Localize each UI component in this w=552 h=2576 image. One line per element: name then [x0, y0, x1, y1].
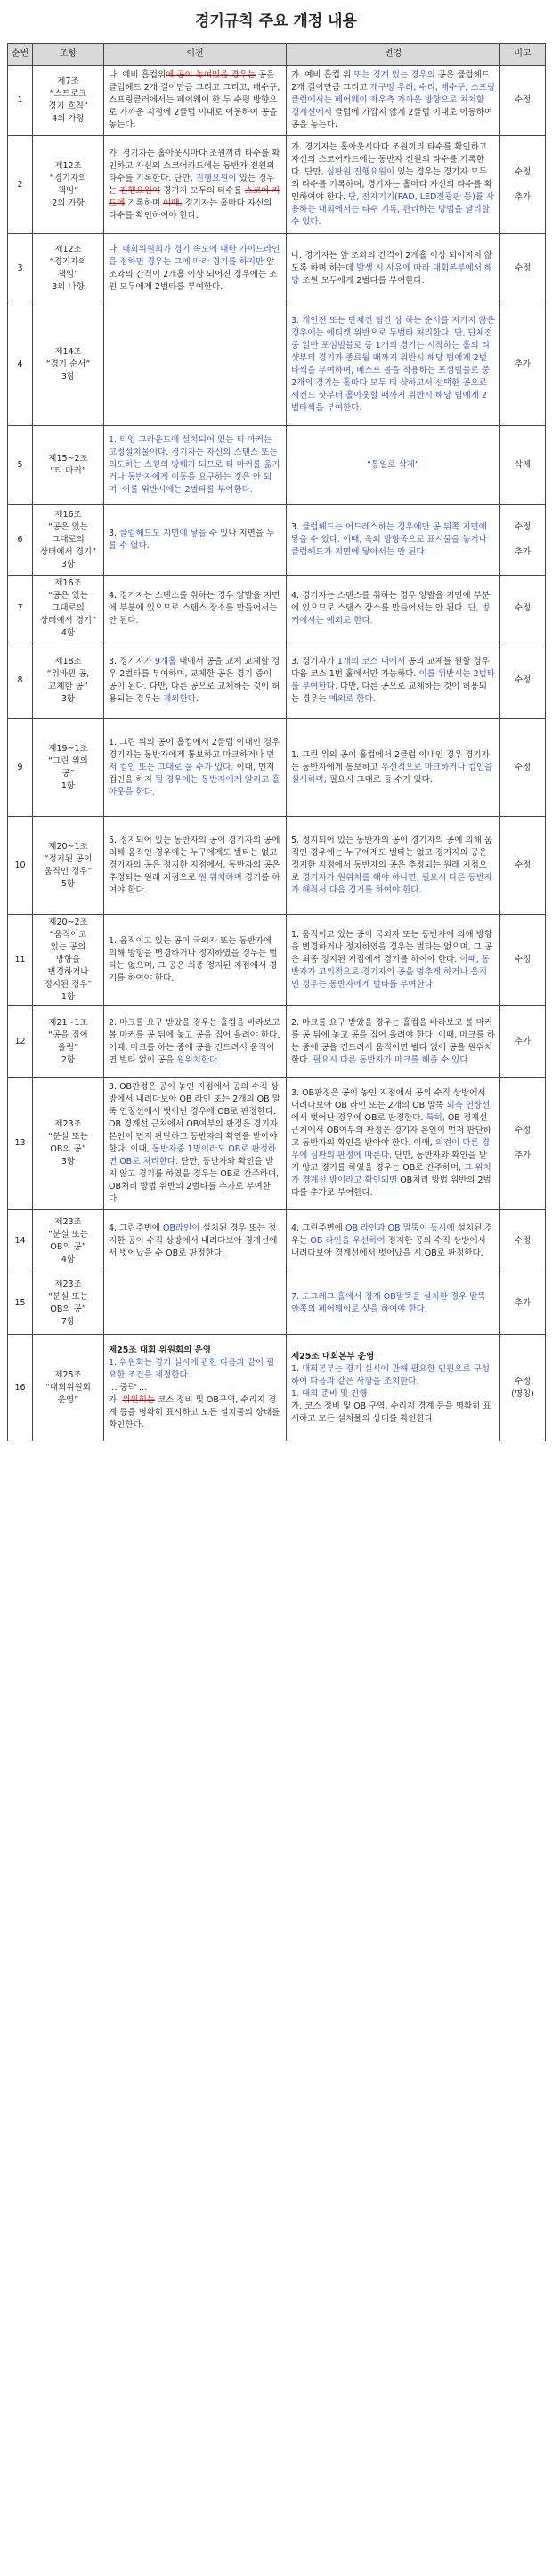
text-segment: 다만, 다른 공으로 교체하는 것이 허용되는 경우는 [291, 681, 487, 704]
article-line: 3항 [61, 559, 76, 569]
text-segment: 1개의 코스 내에서 [337, 656, 406, 666]
note-line: (명칭) [511, 1388, 534, 1399]
row-article [33, 915, 104, 1006]
row-article [33, 303, 104, 426]
text-segment: 누를 수 없다. [109, 528, 275, 551]
article-line: “공을 집어 [48, 1030, 88, 1040]
article-line: “공은 있는 [48, 521, 88, 532]
row-note [500, 1272, 546, 1335]
row-note [500, 136, 546, 234]
row-before [104, 1272, 287, 1335]
table-row [8, 426, 546, 505]
row-article [33, 642, 104, 719]
note-line: 수정 [514, 860, 532, 870]
row-article [33, 719, 104, 817]
row-after [287, 1078, 500, 1210]
row-article [33, 1006, 104, 1078]
note-line: 수정 [514, 95, 532, 105]
text-segment: OB 라인과 OB 말뚝이 동시에 [345, 1223, 455, 1233]
note-line: 추가 [514, 1151, 532, 1160]
row-article [33, 1210, 104, 1272]
row-before [104, 719, 287, 817]
article-line: 상태에서 경기” [39, 546, 96, 557]
text-segment: 우선적으로 마크하거나 컵인을 실시하며, [291, 762, 493, 785]
row-after [287, 817, 500, 915]
table-row [8, 1006, 546, 1078]
row-after [287, 1272, 500, 1335]
text-segment: 1. 대회 준비 및 진행 [291, 1388, 368, 1399]
article-line: 2의 가항 [52, 198, 85, 208]
text-segment: 나. 경기자는 앞 조와의 간격이 2개홀 이상 되어지지 않도록 하며 하는데 [291, 250, 492, 273]
row-after [287, 1210, 500, 1272]
note-line: 수정 [514, 603, 532, 613]
article-line: 4의 가항 [52, 114, 85, 124]
article-line: 교체한 공” [48, 681, 88, 691]
table-row [8, 1335, 546, 1441]
table-row [8, 1210, 546, 1272]
row-after [287, 719, 500, 817]
text-segment: 필요시 그대로 둘 수가 있다. [326, 774, 433, 785]
article-line: “경기 순서” [45, 359, 91, 369]
table-row [8, 817, 546, 915]
text-segment: 4. 그린주변에 [109, 1223, 163, 1233]
text-segment: 가. [109, 1394, 123, 1405]
article-line: 제18조 [54, 656, 82, 666]
row-before [104, 1210, 287, 1272]
article-line: 방향을 [55, 955, 81, 965]
article-line: 책임” [57, 269, 79, 279]
header-article: 조항 [33, 44, 104, 66]
text-segment: 단만, 동반자와 확인을 받지 않고 경기를 하였을 경우는 OB로 간주하며, [291, 1151, 487, 1173]
row-before [104, 66, 287, 136]
text-segment: 단만, 동반자와 확인을 받지 않고 경기를 하였을 경우는 OB로 간주하며, OB처리 방법 위반의 2벌타를 추가로 부여한다. [109, 1157, 280, 1204]
article-line: “정지된 공이 [44, 853, 93, 864]
text-segment: 그 위치가 경계선 밖이라고 확인되면 [291, 1163, 491, 1185]
row-number: 1 [8, 66, 33, 136]
row-before [104, 817, 287, 915]
article-line: 제20~1조 [48, 841, 88, 852]
text-segment: 개구멍 우려, 수리, 배수구, 스프링 클럽에서는 페어웨이 좌우측 가까운 방향으로 처치할 경계선에서 [291, 83, 495, 117]
text-segment: 7. 도그레그 홀에서 경계 OB말뚝을 설치한 경우 말뚝 안쪽의 페어웨이로 샷을 하여야 한다. [291, 1291, 486, 1314]
article-line: 3항 [61, 693, 76, 704]
article-line: 4항 [61, 1254, 76, 1264]
row-number: 2 [8, 136, 33, 234]
text-segment: 1. 대회본부는 경기 실시에 관해 필요한 인원으로 구성하여 다음과 같은 사항을 조치한다. [291, 1363, 490, 1386]
article-line: 상태에서 경기” [39, 616, 96, 626]
article-line: 제19~1조 [48, 743, 88, 754]
article-line: 2항 [61, 1054, 76, 1065]
row-after [287, 505, 500, 576]
row-note [500, 505, 546, 576]
article-line: 제16조 [54, 578, 82, 588]
row-note [500, 1078, 546, 1210]
article-line: “티 마커” [50, 465, 86, 476]
text-segment: 공의 교체를 원할 경우 다음 코스 1번 홀에서만 가능하다. [291, 656, 490, 679]
article-line: “대회위원회 [45, 1382, 91, 1393]
text-segment: 앞 조와의 간격이 2개홀 이상 되어진 경우에는 조원 모두에게 2벌타를 부여한다. [109, 256, 278, 292]
row-number: 5 [8, 426, 33, 505]
row-article [33, 576, 104, 642]
text-segment: 가. 코스 정비 및 OB 구역, 수리지 경계 등을 명확히 표시하고 모든 설치물의 상태를 확인한다. [291, 1401, 491, 1424]
row-article [33, 426, 104, 505]
text-segment: 클럽헤드도 지면에 닿을 수 있 [119, 528, 229, 538]
row-before [104, 642, 287, 719]
row-article [33, 66, 104, 136]
text-segment: 경기자가 원위치를 해야 하나면, 필요시 다른 동반자가 해줘서 다음 경기를 하여야 한다. [291, 872, 493, 895]
text-segment: 원 위치하며 [198, 872, 242, 883]
text-segment: 단, 벙커에서는 예외로 한다. [291, 603, 490, 626]
note-line: 수정 [514, 1126, 532, 1135]
article-line: “그린 위의 [48, 755, 88, 766]
text-segment: 될 경우에는 동반자에게 알리고 홀아웃을 한다. [109, 774, 280, 797]
text-segment: OB 경계선 근처에서 OB여부의 판정은 경기자 본인이 먼저 판단하고 동반자의 확인을 받아야 한다. 이때, [291, 1113, 491, 1148]
text-segment: 1. 티잉 그라운드에 설치되어 있는 티 마커는 고정설치물이다. 경기자는 자신의 스탠스 또는 의도하는 스윙의 방해가 되므로 티 마커를 옮기거나 동반자에게 이동을 요구하는 것은 안 되며, 이를 위반시에는 2벌타를 부여한다. [109, 434, 280, 495]
row-after [287, 642, 500, 719]
note-line: 추가 [514, 546, 532, 557]
text-segment: 진행요원이 [119, 185, 161, 196]
row-after [287, 303, 500, 426]
text-segment: 가. 예비 흡컵 위 [291, 70, 354, 80]
row-number: 12 [8, 1006, 33, 1078]
article-line: 1항 [61, 992, 76, 1002]
article-line: 제14조 [54, 346, 82, 357]
text-segment: 2. 마크를 요구 받았을 경우는 홀컵을 바라보고 볼 마커를 공 뒤에 놓고 공을 집어 올려야 한다. 이때, 마크를 하는 중에 공을 건드려서 움직이면 벌타 없이 공을 원위치한다. [291, 1017, 495, 1065]
table-row [8, 1272, 546, 1335]
text-segment: 정지한 공의 수직 상방에서 내려다보아 경계선에서 벗어났을 시 OB로 판정한다. [291, 1235, 486, 1258]
text-segment: 경기자는 홀마다 자신의 타수를 확인하여야 한다. [109, 198, 272, 221]
text-segment: 가. 경기자는 홀아웃시마다 조원끼리 타수를 확인하고 자신의 스코어카드에는 동반자 전원의 타수를 기록한다. 단만, [109, 148, 280, 183]
article-line: 제15~2조 [48, 453, 88, 464]
article-line: 경기 흐칙” [48, 101, 88, 111]
article-line: 제12조 [54, 160, 82, 171]
article-line: OB의 공” [50, 1144, 86, 1154]
text-segment: 9개홀 [154, 656, 177, 666]
note-line: 추가 [514, 1036, 532, 1046]
article-line: “스트로크 [49, 89, 87, 99]
article-line: 제25조 [54, 1369, 82, 1380]
text-segment: 3. OB판정은 공이 놓인 지점에서 공의 수직 상방에서 내려다보아 OB 라인 또는 2개의 OB 말뚝 연장선에서 벗어난 경우에 OB로 판정한다. OB 경계선 근처에서 OB여부의 판정은 경기자 본인이 먼저 판단하고 동반자의 확인을 받아야 한다. 이때, [109, 1082, 280, 1154]
text-segment: 3. [109, 528, 120, 538]
row-after [287, 136, 500, 234]
row-after [287, 576, 500, 642]
article-line: 그대로의 [52, 534, 85, 545]
row-note [500, 719, 546, 817]
row-before [104, 426, 287, 505]
article-line: “위바뀐 공, [46, 668, 90, 679]
row-before [104, 1078, 287, 1210]
text-segment: 나. [109, 244, 123, 254]
text-segment: 있는 경우는 경기자 모두의 타수를 기록하며, 경기자는 홀마다 자신의 타수를 확인하여야 한다. [291, 166, 493, 202]
row-after [287, 1335, 500, 1441]
row-before [104, 303, 287, 426]
article-line: 있는 공의 [50, 942, 86, 952]
text-segment: 공을 클럽헤드 2개 길이만큼 그리고 그리고, 배수구, 스프링클러에서는 페어웨이 한 두 수평 방향으로 가까운 지점에 2클럽 이내로 이동하여 공을 놓는다. [109, 70, 280, 130]
article-line: OB의 공” [50, 1304, 86, 1314]
text-segment: 발생 시 사유에 따라 대회본부에서 해당 [291, 262, 493, 286]
text-segment: 위원회는 [122, 1394, 155, 1405]
row-number: 3 [8, 234, 33, 303]
article-line: 제7조 [57, 77, 79, 86]
row-after [287, 915, 500, 1006]
row-note [500, 66, 546, 136]
note-line: 수정 [514, 521, 532, 532]
text-segment: 3. OB판정은 공이 놓인 지점에서 공의 수직 상방에서 내려다보아 OB 라인 또는 2개의 OB 말뚝 [291, 1088, 486, 1110]
table-row [8, 915, 546, 1006]
article-line: 제20~2조 [48, 917, 88, 927]
row-note [500, 642, 546, 719]
table-row [8, 1078, 546, 1210]
text-segment: 클럽에 가깝지 않게 2클럽 이내로 이동하여 공을 놓는다. [291, 108, 493, 130]
text-segment: 단, 전자기기(PAD, LED전광판 등)를 사용하는 대회에서는 타수 기록, 관리하는 방법을 달리할 수 있다. [291, 191, 495, 227]
text-segment: 나 지면을 [228, 528, 267, 538]
row-number: 10 [8, 817, 33, 915]
text-segment: 이때, 동반자가 고의적으로 경기자의 공을 멈추게 하거나 움직인 경우는 동반자에게 벌타를 부여한다. [291, 955, 490, 989]
table-row [8, 642, 546, 719]
text-segment: 심판원 진행요원이 [326, 166, 395, 177]
text-segment: 3. 경기자가 [291, 656, 337, 666]
note-line: 추가 [514, 359, 532, 369]
text-segment: 조원 모두에게 2벌타를 부여한다. [299, 275, 425, 286]
article-line: “공은 있는 [48, 591, 88, 601]
text-segment: 경기자 모두의 타수를 [160, 185, 245, 196]
row-note [500, 234, 546, 303]
note-line: 수정 [514, 262, 532, 273]
text-segment: 공은 클럽헤드 2개 길이만큼 그리고 [291, 70, 490, 93]
row-article [33, 1335, 104, 1441]
text-segment: 5. 정지되어 있는 동반자의 공이 경기자의 공에 의해 움직인 경우에는 누구에게도 벌타는 없고 경기자의 공은 정지한 지점에서 동반자의 공은 추정되는 원래 지점으로 [291, 835, 492, 883]
row-note [500, 426, 546, 505]
text-segment: 이때, [163, 198, 183, 208]
article-line: “경기자의 [49, 256, 87, 267]
row-after [287, 66, 500, 136]
row-number: 7 [8, 576, 33, 642]
row-before [104, 576, 287, 642]
row-before [104, 234, 287, 303]
text-segment: OB라인이 [163, 1223, 200, 1233]
article-line: “경기자의 [49, 173, 87, 183]
text-segment: 특히, [426, 1113, 445, 1123]
text-segment: 제25조 대회본부 운영 [291, 1351, 375, 1361]
table-row [8, 303, 546, 426]
row-article [33, 234, 104, 303]
row-number: 8 [8, 642, 33, 719]
table-row [8, 136, 546, 234]
note-line: 수정 [514, 674, 532, 685]
table-row [8, 505, 546, 576]
row-before [104, 136, 287, 234]
text-segment: 또는 경계 있는 경우의 [353, 70, 435, 80]
row-number: 15 [8, 1272, 33, 1335]
text-segment: 설치된 경우는 [291, 1223, 493, 1246]
note-line: 추가 [514, 1297, 532, 1308]
row-article [33, 505, 104, 576]
text-segment: 4. 경기자는 스탠스를 취하는 경우 양발을 지면에 부분에 있으므로 스탠스 장소를 만들어서는 안 된다. [291, 591, 490, 613]
row-after [287, 426, 500, 505]
row-before [104, 1006, 287, 1078]
row-number: 14 [8, 1210, 33, 1272]
text-segment: 의견이 다른 경우에 심판의 판정에 따른다. [291, 1138, 490, 1160]
row-note [500, 1335, 546, 1441]
page-title: 경기규칙 주요 개정 내용 [195, 12, 357, 30]
article-line: 4항 [61, 628, 76, 638]
article-line: 운영” [57, 1394, 79, 1405]
article-line: 책임” [57, 185, 79, 196]
table-header [8, 44, 546, 66]
text-segment: OB 라인을 우선하여 [310, 1235, 386, 1246]
text-segment: 외측 연장선 [446, 1101, 491, 1110]
text-segment: 원위치한다. [176, 1054, 221, 1065]
note-line: 수정 [514, 1376, 532, 1386]
note-line: 삭제 [514, 459, 532, 470]
article-line: “움직이고 [49, 930, 87, 940]
row-number: 6 [8, 505, 33, 576]
header-before: 이전 [104, 44, 287, 66]
revision-table [7, 43, 546, 1441]
text-segment: 있는 경우는 [109, 173, 275, 196]
text-segment: 1. 움직이고 있는 공이 국외자 또는 동반자에 의해 방향을 변경하거나 정지하였을 경우는 벌타는 없으며, 그 공은 최종 정지된 지점에서 경기를 하여야 한다. [109, 936, 278, 983]
text-segment: 클럽헤드는 어드레스하는 경우에만 공 뒤쪽 지면에 닿을 수 있다. 이때, 옥외 방향족으로 표시물을 놓거나 클럽헤드가 지면에 닿아서는 안 된다. [291, 521, 487, 557]
article-line: 그대로의 [52, 603, 85, 613]
text-segment: 2. 마크를 요구 받았을 경우는 홀컵을 바라보고 볼 마커를 공 뒤에 놓고 공을 집어 올려야 한다. 이때, 마크를 하는 중에 공을 건드려서 움직이면 벌타 없이 공을 [109, 1017, 280, 1065]
row-note [500, 303, 546, 426]
text-segment: 스코어 카드에 [109, 185, 280, 208]
text-segment: 경기를 하여야 한다. [109, 872, 280, 895]
article-line: 제16조 [54, 509, 82, 520]
row-article [33, 1272, 104, 1335]
text-segment: 제25조 대회 위원회의 운영 [109, 1345, 211, 1355]
article-line: “분실 또는 [48, 1291, 88, 1302]
article-line: 공” [61, 768, 75, 779]
header-note: 비고 [500, 44, 546, 66]
text-segment: 4. 경기자는 스탠스를 취하는 경우 양발을 지면에 부분에 있으므로 스탠스 장소를 만들어서는 안 된다. [109, 591, 280, 626]
row-article [33, 136, 104, 234]
row-number: 4 [8, 303, 33, 426]
row-article [33, 817, 104, 915]
row-number: 16 [8, 1335, 33, 1441]
table-row [8, 234, 546, 303]
text-segment: 나. 예비 흡컵위 [109, 70, 166, 80]
article-line: 3항 [61, 1157, 76, 1167]
text-segment: 에 공이 놓여있을 경우는 [166, 70, 256, 80]
table-row [8, 719, 546, 817]
row-after [287, 1006, 500, 1078]
note-line: 수정 [514, 166, 532, 177]
row-article [33, 1078, 104, 1210]
note-line: 수정 [514, 955, 532, 965]
text-segment: 5. 정지되어 있는 동반자의 공이 경기자의 공에 의해 움직인 경우에는 누구에게도 벌타는 없고 경기자의 공은 정지한 지점에서, 동반자의 공은 추정되는 원래 지점으로 [109, 835, 280, 883]
text-segment: 3. 경기자가 [109, 656, 155, 666]
article-line: 변경하거나 [47, 967, 89, 977]
row-note [500, 817, 546, 915]
row-number: 11 [8, 915, 33, 1006]
text-segment: 이때, 먼저 컵인을 하지 [109, 762, 275, 785]
article-line: “분실 또는 [48, 1229, 88, 1240]
article-line: 움직인 경우” [44, 866, 93, 876]
text-segment: 필요시 다른 동반자가 마크를 해줄 수 있다. [313, 1054, 471, 1065]
text-segment: 1. 그린 위의 공이 홀컵에서 2클럽 이내인 경우 경기자는 동반자에게 통보하고 [291, 749, 490, 772]
article-line: 3항 [61, 371, 76, 382]
text-segment: 제외한다. [163, 693, 199, 704]
article-line: 제21~1조 [48, 1017, 88, 1028]
table-row [8, 576, 546, 642]
text-segment: 1. 움직이고 있는 공이 국외자 또는 동반자에 의해 방향을 변경하거나 정지하였을 경우는 벌타는 없으며, 그 공은 최종 정지된 지점에서 경기를 하여야 한다. [291, 930, 493, 965]
text-segment: 내에서 공을 교체 교체할 경우 2벌타를 부여하며, 교체한 공은 경기 중이 공이 된다. 다만, 다른 공으로 교체하는 것이 허용되는 경우는 [109, 656, 280, 704]
text-segment: 대회위원회가 경기 속도에 대한 가이드라인을 정하면 경우는 그에 따라 경기를 하지만 [109, 244, 280, 267]
row-number: 9 [8, 719, 33, 817]
row-before [104, 1335, 287, 1441]
article-line: “분실 또는 [48, 1132, 88, 1142]
table-row [8, 66, 546, 136]
text-segment: 에서 벗어난 경우에 OB로 판정한다. [291, 1113, 426, 1123]
header-num: 순번 [8, 44, 33, 66]
text-segment: 코스 정비 및 OB구역, 수리지 경계 등을 명확히 표시하고 모든 설치물의 상태를 확인한다. [109, 1394, 280, 1430]
article-line: OB의 공” [50, 1241, 86, 1252]
article-line: 제12조 [54, 244, 82, 254]
text-segment: 예외로 한다. [329, 693, 376, 704]
text-segment: 1. 위원회는 경기 실시에 관한 다음과 같이 필요한 조건을 제정한다. [109, 1357, 275, 1380]
note-line: 수정 [514, 1235, 532, 1246]
note-line: 추가 [514, 191, 532, 202]
article-line: 7항 [61, 1316, 76, 1327]
text-segment: “통일로 삭제” [367, 459, 419, 470]
text-segment: 설치된 경우 또는 정지한 공이 수직 상방에서 내려다보아 경계선에서 벗어났을 수 OB로 판정한다. [109, 1223, 278, 1258]
article-line: 제23조 [54, 1279, 82, 1289]
text-segment: OB처리 방법 위반의 2벌타를 추가로 부여한다. [291, 1175, 491, 1198]
text-segment: 4. 그린주변에 [291, 1223, 345, 1233]
row-before [104, 505, 287, 576]
row-note [500, 1006, 546, 1078]
text-segment: 이를 위반시는 2벌타를 부여한다. [291, 668, 495, 691]
article-line: 제23조 [54, 1216, 82, 1227]
text-segment: 3. [291, 521, 303, 532]
row-before [104, 915, 287, 1006]
article-line: 정지된 경우” [44, 980, 93, 989]
text-segment: 1. 그린 위의 공이 홀컵에서 2클럽 이내인 경우 경기자는 동반자에게 통보하고 마크하거나 [109, 737, 280, 760]
text-segment: 진행요원이 [195, 173, 237, 183]
header-after: 변경 [287, 44, 500, 66]
row-note [500, 576, 546, 642]
text-segment: … 중략 … [109, 1382, 148, 1393]
article-line: 3의 나항 [52, 281, 85, 292]
row-after [287, 234, 500, 303]
text-segment: 먼저 컵인 또는 그대로 둘 수가 있다. [109, 749, 275, 772]
text-segment: 가. 경기자는 홀아웃시마다 조원끼리 타수를 확인하고 자신의 스코어카드에는 동반자 전원의 타수를 기록한다. 단만, [291, 141, 488, 177]
text-segment: 기록하며 [125, 198, 164, 208]
article-line: 올림” [57, 1042, 79, 1053]
text-segment: 3. 개인전 또는 단체전 팀간 상 하는 순서를 지키지 않은 경우에는 에티켓 위반으로 두벌타 처리한다. 단, 단체전 중 일반 포섬빌블로 중 1개의 경기는 시작하는 홀의 티 샷부터 경기가 종료될 때까지 위반시 해당 팀에게 2벌타씩을 부여하며, 베스트 볼을 적용하는 포섬빌블로 중 2개의 경기는 홀마다 모두 티 샷하고서 선택한 공으로 세컨드 샷부터 홀아웃할 때까지 위반시 해당 팀에게 2벌타씩을 부여한다. [291, 315, 495, 413]
row-note [500, 1210, 546, 1272]
note-line: 수정 [514, 762, 532, 772]
article-line: 제23조 [54, 1119, 82, 1129]
article-line: 1항 [61, 780, 76, 791]
article-line: 5항 [61, 878, 76, 889]
text-segment: 동반자중 1명이라도 OB로 판정하면 OB로 처리한다. [109, 1144, 277, 1167]
row-note [500, 915, 546, 1006]
row-number: 13 [8, 1078, 33, 1210]
